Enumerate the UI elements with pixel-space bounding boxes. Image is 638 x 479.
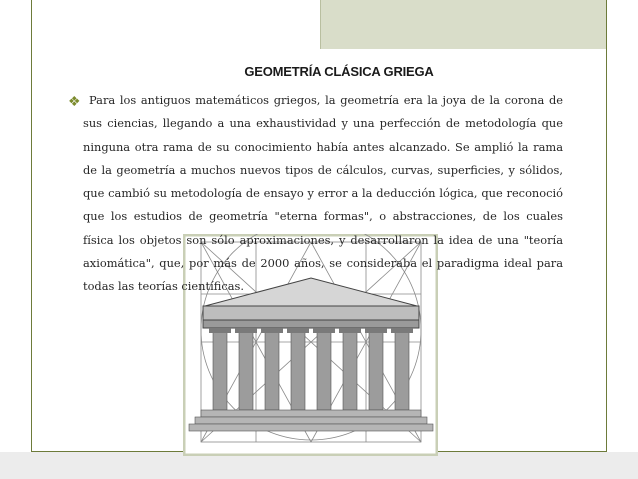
decorative-corner-box bbox=[320, 0, 606, 49]
bullet-arrow-icon: ❖ bbox=[68, 94, 81, 110]
body-paragraph: Para los antiguos matemáticos griegos, la geometría era la joya de la corona de sus ciencias, llegando a una exhaustividad y una perfección de metodología que ninguna otra rama de su conocimiento había antes alcanzado. Se amplió la rama de la geometría a muchos nuevos tipos de cálculos, curvas, superficies, y sólidos, que cambió su metodología de ensayo y error a la deducción lógica, que reconoció que los estudios de geometría "eterna formas", o abstracciones, de los cuales física los objetos son sólo aproximaciones, y desarrollaron la idea de una "teoría axiomática", que, por más de 2000 años, se consideraba el paradigma ideal para todas las teorías científicas. bbox=[83, 93, 563, 294]
bottom-bar bbox=[0, 452, 638, 479]
slide-title: GEOMETRÍA CLÁSICA GRIEGA bbox=[244, 64, 434, 79]
